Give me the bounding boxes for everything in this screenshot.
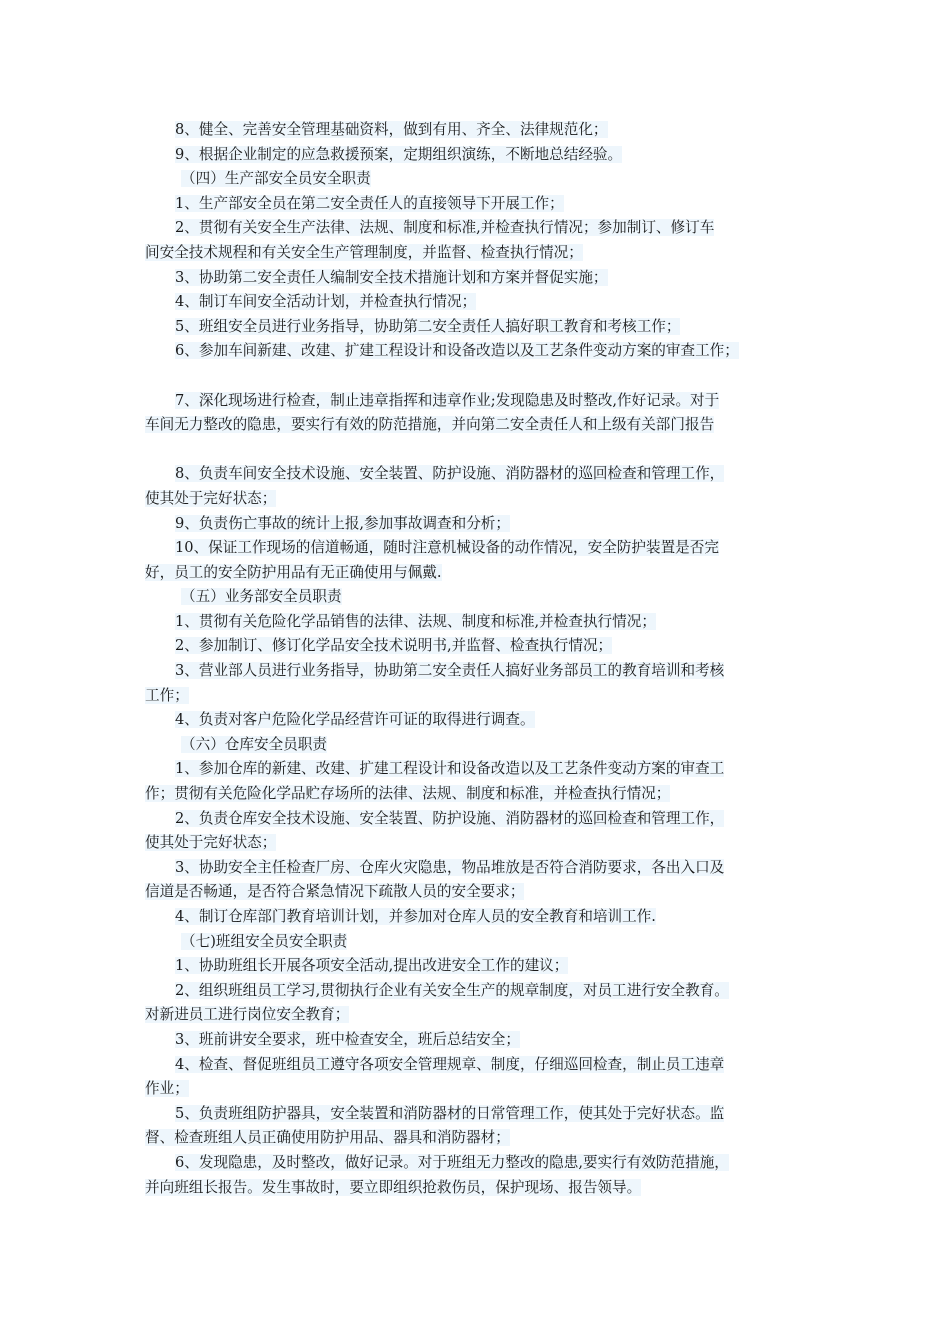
text-line — [145, 1102, 820, 1127]
text-line — [145, 241, 820, 266]
highlighted-text: 督、检查班组人员正确使用防护用品、器具和消防器材； — [145, 1129, 510, 1147]
text-line — [145, 536, 820, 561]
highlighted-text: 4、制订仓库部门教育培训计划，并参加对仓库人员的安全教育和培训工作. — [175, 908, 656, 925]
text-line — [145, 880, 820, 905]
highlighted-text: 6、发现隐患，及时整改，做好记录。对于班组无力整改的隐患,要实行有效防范措施， — [175, 1153, 729, 1171]
highlighted-text: （七)班组安全员安全职责 — [181, 932, 348, 950]
highlighted-text: 4、负责对客户危险化学品经营许可证的取得进行调查。 — [175, 711, 535, 729]
text-line — [145, 266, 820, 291]
text-line — [145, 290, 820, 315]
highlighted-text: 3、协助第二安全责任人编制安全技术措施计划和方案并督促实施； — [175, 268, 608, 286]
highlighted-text: 8、负责车间安全技术设施、安全装置、防护设施、消防器材的巡回检查和管理工作， — [175, 465, 725, 483]
blank-line — [145, 438, 820, 463]
highlighted-text: 使其处于完好状态； — [145, 489, 277, 507]
highlighted-text: 2、组织班组员工学习,贯彻执行企业有关安全生产的规章制度，对员工进行安全教育。 — [175, 981, 729, 999]
text-line — [145, 1028, 820, 1053]
blank-line — [145, 364, 820, 389]
highlighted-text: 间安全技术规程和有关安全生产管理制度，并监督、检查执行情况； — [145, 243, 583, 261]
highlighted-text: 7、深化现场进行检查，制止违章指挥和违章作业;发现隐患及时整改,作好记录。对于 — [175, 391, 720, 409]
text-line — [145, 561, 820, 586]
text-line — [145, 659, 820, 684]
highlighted-text: 工作； — [145, 686, 189, 704]
highlighted-text: 8、健全、完善安全管理基础资料，做到有用、齐全、法律规范化； — [175, 121, 608, 138]
highlighted-text: 3、营业部人员进行业务指导，协助第二安全责任人搞好业务部员工的教育培训和考核 — [175, 662, 725, 680]
document-body — [145, 118, 820, 1200]
text-line — [145, 413, 820, 438]
highlighted-text: 1、生产部安全员在第二安全责任人的直接领导下开展工作； — [175, 194, 564, 212]
highlighted-text: 车间无力整改的隐患，要实行有效的防范措施，并向第二安全责任人和上级有关部门报告 — [145, 416, 715, 434]
text-line — [145, 684, 820, 709]
text-line — [145, 512, 820, 537]
highlighted-text: 并向班组长报告。发生事故时，要立即组织抢救伤员，保护现场、报告领导。 — [145, 1178, 642, 1196]
text-line — [145, 954, 820, 979]
highlighted-text: 1、贯彻有关危险化学品销售的法律、法规、制度和标准,并检查执行情况； — [175, 612, 656, 630]
highlighted-text: 1、参加仓库的新建、改建、扩建工程设计和设备改造以及工艺条件变动方案的审查工 — [175, 760, 725, 778]
text-line — [145, 389, 820, 414]
text-line — [145, 905, 820, 930]
text-line — [145, 216, 820, 241]
text-line — [145, 733, 820, 758]
text-line — [145, 856, 820, 881]
highlighted-text: 1、协助班组长开展各项安全活动,提出改进安全工作的建议； — [175, 957, 569, 975]
highlighted-text: 5、班组安全员进行业务指导，协助第二安全责任人搞好职工教育和考核工作； — [175, 317, 681, 335]
text-line — [145, 1126, 820, 1151]
text-line — [145, 634, 820, 659]
text-line — [145, 192, 820, 217]
text-line — [145, 1176, 820, 1201]
highlighted-text: 作；贯彻有关危险化学品贮存场所的法律、法规、制度和标准，并检查执行情况； — [145, 785, 671, 803]
text-line — [145, 1151, 820, 1176]
highlighted-text: 9、负责伤亡事故的统计上报,参加事故调查和分析； — [175, 514, 510, 532]
text-line — [145, 831, 820, 856]
highlighted-text: 使其处于完好状态； — [145, 834, 277, 852]
highlighted-text: 2、参加制订、修订化学品安全技术说明书,并监督、检查执行情况； — [175, 637, 613, 655]
highlighted-text: （六）仓库安全员职责 — [181, 735, 327, 753]
highlighted-text: 作业； — [145, 1080, 189, 1098]
highlighted-text: 6、参加车间新建、改建、扩建工程设计和设备改造以及工艺条件变动方案的审查工作； — [175, 342, 739, 360]
highlighted-text: 3、班前讲安全要求，班中检查安全，班后总结安全； — [175, 1030, 520, 1048]
highlighted-text: 4、检查、督促班组员工遵守各项安全管理规章、制度，仔细巡回检查，制止员工违章 — [175, 1055, 725, 1073]
text-line — [145, 167, 820, 192]
text-line — [145, 1053, 820, 1078]
text-line — [145, 757, 820, 782]
text-line — [145, 1003, 820, 1028]
highlighted-text: 9、根据企业制定的应急救援预案，定期组织演练，不断地总结经验。 — [175, 145, 623, 163]
highlighted-text: （四）生产部安全员安全职责 — [181, 170, 371, 188]
highlighted-text: 好，员工的安全防护用品有无正确使用与佩戴. — [145, 563, 442, 581]
text-line — [145, 979, 820, 1004]
text-line — [145, 462, 820, 487]
highlighted-text: 对新进员工进行岗位安全教育； — [145, 1006, 350, 1024]
text-line — [145, 118, 820, 143]
highlighted-text: 3、协助安全主任检查厂房、仓库火灾隐患，物品堆放是否符合消防要求，各出入口及 — [175, 858, 725, 876]
highlighted-text: （五）业务部安全员职责 — [181, 588, 342, 606]
highlighted-text: 信道是否畅通，是否符合紧急情况下疏散人员的安全要求； — [145, 883, 525, 901]
highlighted-text: 2、贯彻有关安全生产法律、法规、制度和标准,并检查执行情况；参加制订、修订车 — [175, 219, 715, 237]
text-line — [145, 585, 820, 610]
highlighted-text: 2、负责仓库安全技术设施、安全装置、防护设施、消防器材的巡回检查和管理工作， — [175, 809, 725, 827]
text-line — [145, 487, 820, 512]
text-line — [145, 315, 820, 340]
text-line — [145, 610, 820, 635]
text-line — [145, 339, 820, 364]
highlighted-text: 4、制订车间安全活动计划，并检查执行情况； — [175, 293, 477, 311]
text-line — [145, 143, 820, 168]
highlighted-text: 5、负责班组防护器具，安全装置和消防器材的日常管理工作，使其处于完好状态。监 — [175, 1104, 725, 1122]
text-line — [145, 708, 820, 733]
text-line — [145, 807, 820, 832]
highlighted-text: 10、保证工作现场的信道畅通，随时注意机械设备的动作情况，安全防护装置是否完 — [175, 539, 719, 557]
text-line — [145, 1077, 820, 1102]
text-line — [145, 930, 820, 955]
text-line — [145, 782, 820, 807]
